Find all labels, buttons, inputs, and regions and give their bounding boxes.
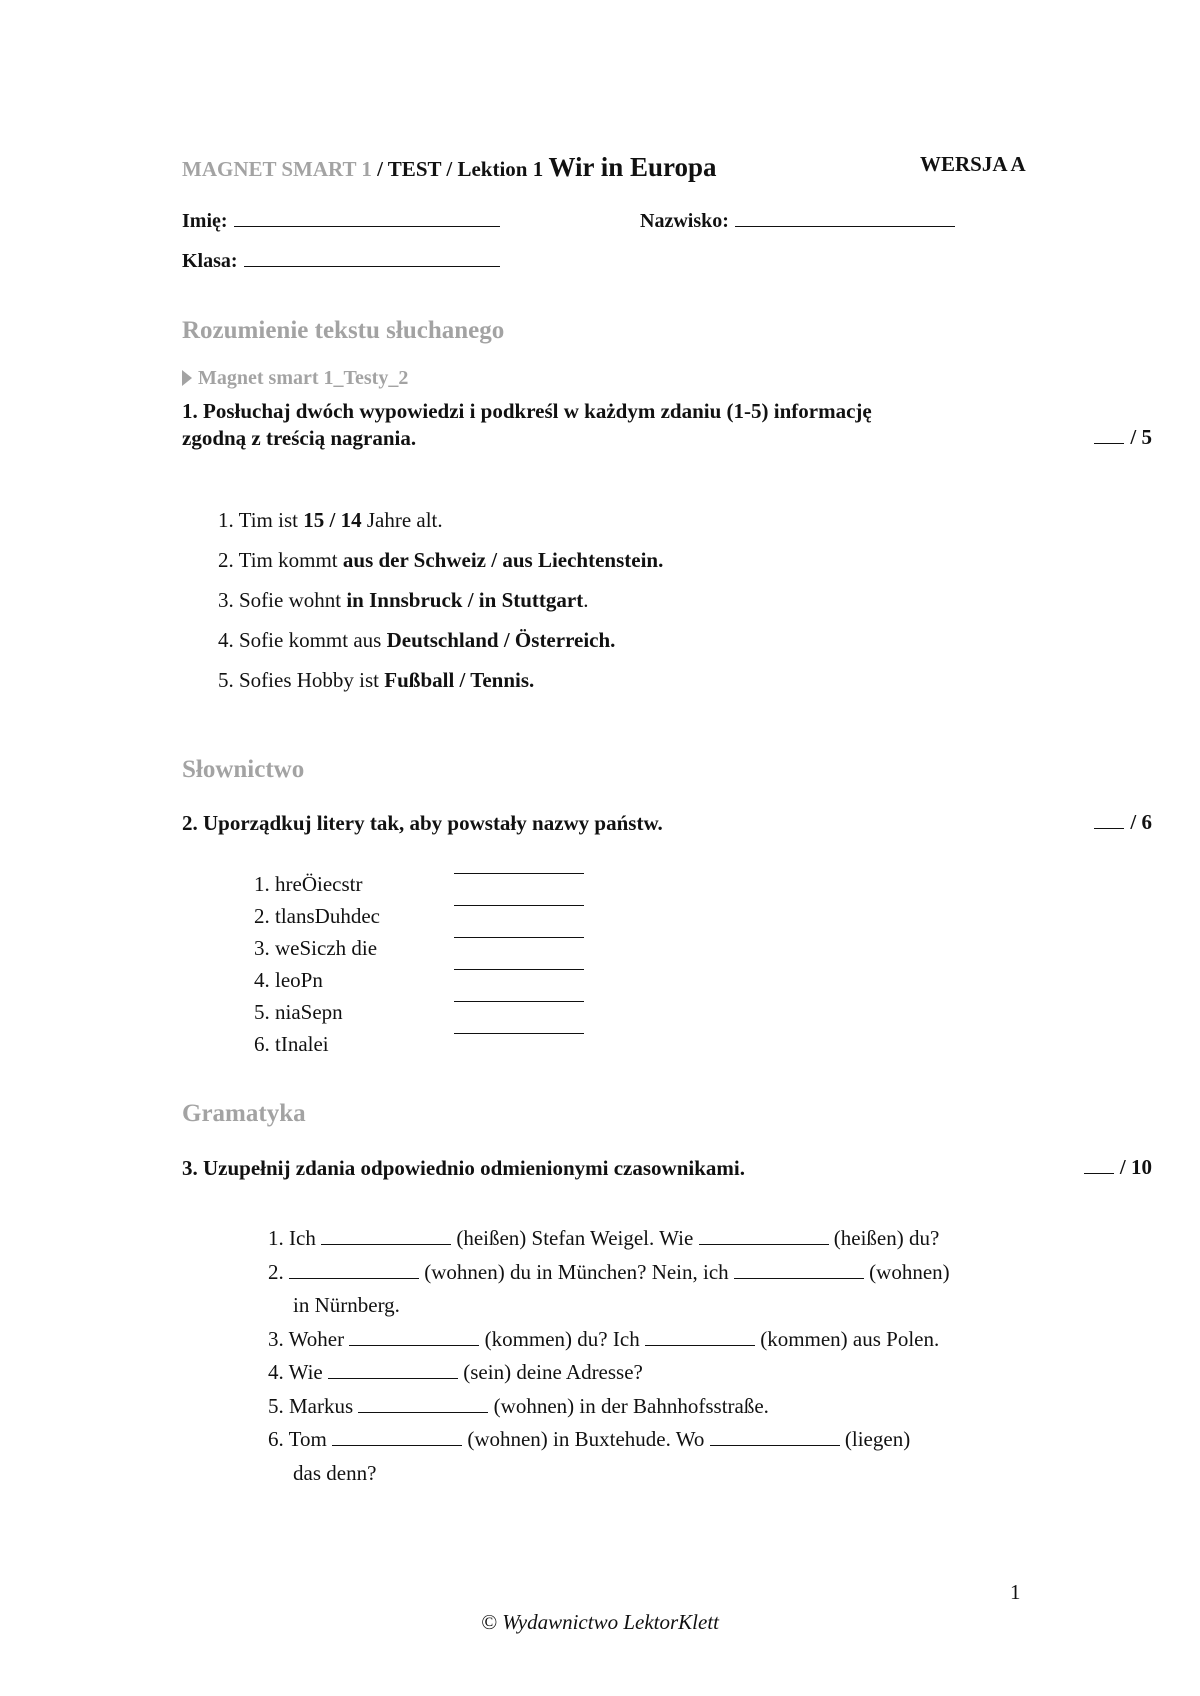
list-item (268, 1256, 950, 1290)
item-choice[interactable]: Deutschland / Österreich. (386, 628, 616, 652)
item-number: 3. (254, 936, 270, 960)
item-number: 4. (254, 968, 270, 992)
gap-input[interactable] (321, 1243, 451, 1245)
sentence-text: 4. Wie (268, 1360, 329, 1384)
gap-input[interactable] (349, 1344, 479, 1346)
item-text: Tim kommt (238, 548, 343, 572)
item-text: Tim ist (238, 508, 304, 532)
sentence-text: (heißen) Stefan Weigel. Wie (451, 1226, 699, 1250)
list-item (268, 1423, 950, 1457)
first-name-field (182, 210, 500, 233)
task2-instruction: 2. Uporządkuj litery tak, aby powstały nazwy państw. (182, 811, 663, 835)
scrambled-word: tlansDuhdec (275, 904, 380, 928)
sentence-continuation: in Nürnberg. (293, 1293, 400, 1317)
copyright-footer: © Wydawnictwo LektorKlett (480, 1610, 719, 1634)
score-blank (1094, 442, 1124, 444)
item-number: 4. (218, 628, 234, 652)
item-text: Sofies Hobby ist (239, 668, 385, 692)
sentence-text: (wohnen) du in München? Nein, ich (419, 1259, 734, 1284)
item-choice[interactable]: Fußball / Tennis. (384, 668, 535, 692)
item-choice[interactable]: 15 / 14 (303, 508, 362, 532)
page-number: 1 (1010, 1580, 1021, 1604)
list-item (218, 548, 663, 588)
play-icon (182, 370, 192, 386)
sentence-text: (kommen) du? Ich (479, 1326, 645, 1351)
gap-input[interactable] (358, 1411, 488, 1413)
sentence-text: (sein) deine Adresse? (458, 1360, 643, 1384)
item-number: 5. (254, 1000, 270, 1024)
gap-input[interactable] (710, 1444, 840, 1446)
list-item (218, 668, 663, 708)
sentence-text: (wohnen) in Buxtehude. Wo (462, 1427, 710, 1451)
item-number: 1. (218, 508, 234, 532)
scrambled-word: hreÖiecstr (275, 872, 363, 896)
sentence-text: 5. Markus (268, 1393, 359, 1418)
gap-input[interactable] (734, 1277, 864, 1279)
header-test-label: / TEST / Lektion 1 (371, 157, 549, 181)
list-item (268, 1222, 950, 1256)
list-item (218, 508, 663, 548)
first-name-label: Imię: (182, 210, 228, 232)
item-text-end: . (583, 588, 589, 612)
task2-list (254, 872, 584, 1064)
sentence-text: 6. Tom (268, 1427, 333, 1451)
task1-score (1094, 425, 1152, 450)
answer-line[interactable] (454, 872, 584, 874)
answer-line[interactable] (454, 1000, 584, 1002)
gap-input[interactable] (289, 1277, 419, 1279)
section-listening: Rozumienie tekstu słuchanego (182, 317, 505, 344)
answer-line[interactable] (454, 968, 584, 970)
list-item (268, 1323, 950, 1357)
score-blank (1094, 827, 1124, 829)
item-text: Sofie wohnt (239, 588, 347, 612)
task3-score (1084, 1155, 1152, 1180)
task1-line1: Posłuchaj dwóch wypowiedzi i podkreśl w każdym zdaniu (1-5) informację (203, 399, 872, 423)
gap-input[interactable] (328, 1377, 458, 1379)
item-number: 5. (218, 668, 234, 692)
item-choice[interactable]: aus der Schweiz / aus Liechtenstein. (342, 548, 664, 572)
last-name-line[interactable] (735, 225, 955, 227)
sentence-text: 2. (268, 1259, 289, 1284)
task1-score-label: / 5 (1130, 425, 1152, 449)
list-item (254, 936, 584, 968)
list-item (218, 628, 663, 668)
task3-score-label: / 10 (1119, 1155, 1152, 1179)
first-name-line[interactable] (234, 225, 500, 227)
class-line[interactable] (244, 265, 500, 267)
task1-instruction (182, 398, 872, 452)
item-text: Sofie kommt aus (239, 628, 387, 652)
scrambled-word: niaSepn (275, 1000, 343, 1024)
scrambled-word: leoPn (275, 968, 323, 992)
section-vocabulary: Słownictwo (182, 756, 305, 783)
item-choice[interactable]: in Innsbruck / in Stuttgart (346, 588, 584, 612)
task1-number: 1. (182, 399, 198, 423)
gap-input[interactable] (332, 1444, 462, 1446)
scrambled-word: tInalei (275, 1032, 329, 1056)
gap-input[interactable] (645, 1344, 755, 1346)
item-number: 2. (254, 904, 270, 928)
sentence-text: (wohnen) in der Bahnhofsstraße. (488, 1393, 769, 1418)
last-name-field (640, 210, 955, 233)
list-item (254, 1032, 584, 1064)
class-label: Klasa: (182, 250, 238, 272)
item-number: 1. (254, 872, 270, 896)
task1-list (218, 508, 663, 708)
lesson-title: Wir in Europa (548, 152, 717, 182)
sentence-text: 1. Ich (268, 1226, 322, 1250)
version-label: WERSJA A (920, 152, 1026, 176)
sentence-text: (heißen) du? (828, 1226, 940, 1250)
sentence-text: 3. Woher (268, 1326, 350, 1351)
sentence-text: (kommen) aus Polen. (754, 1326, 940, 1351)
answer-line[interactable] (454, 936, 584, 938)
list-item (268, 1356, 950, 1390)
list-item (254, 1000, 584, 1032)
document-header (182, 152, 717, 183)
item-number: 3. (218, 588, 234, 612)
score-blank (1084, 1172, 1114, 1174)
section-grammar: Gramatyka (182, 1100, 306, 1127)
audio-track-label: Magnet smart 1_Testy_2 (198, 367, 409, 389)
sentence-continuation: das denn? (293, 1460, 377, 1485)
item-number: 2. (218, 548, 234, 572)
answer-line[interactable] (454, 1032, 584, 1034)
sentence-text: (wohnen) (863, 1259, 950, 1284)
task2-score (1094, 810, 1152, 835)
task2-score-label: / 6 (1130, 810, 1152, 834)
answer-line[interactable] (454, 904, 584, 906)
task3-list (268, 1222, 950, 1490)
list-item (254, 968, 584, 1000)
task3-instruction: 3. Uzupełnij zdania odpowiednio odmienionymi czasownikami. (182, 1156, 745, 1180)
list-item (254, 872, 584, 904)
audio-track (182, 365, 408, 392)
last-name-label: Nazwisko: (640, 210, 729, 232)
sentence-text: (liegen) (839, 1427, 911, 1451)
item-number: 6. (254, 1032, 270, 1056)
scrambled-word: weSiczh die (275, 936, 378, 960)
item-text-end: Jahre alt. (361, 508, 443, 532)
list-item (254, 904, 584, 936)
task1-line2: zgodną z treścią nagrania. (182, 426, 417, 450)
gap-input[interactable] (699, 1243, 829, 1245)
list-item (218, 588, 663, 628)
brand-name: MAGNET SMART 1 (182, 157, 372, 181)
class-field (182, 250, 500, 273)
list-item (268, 1390, 950, 1424)
